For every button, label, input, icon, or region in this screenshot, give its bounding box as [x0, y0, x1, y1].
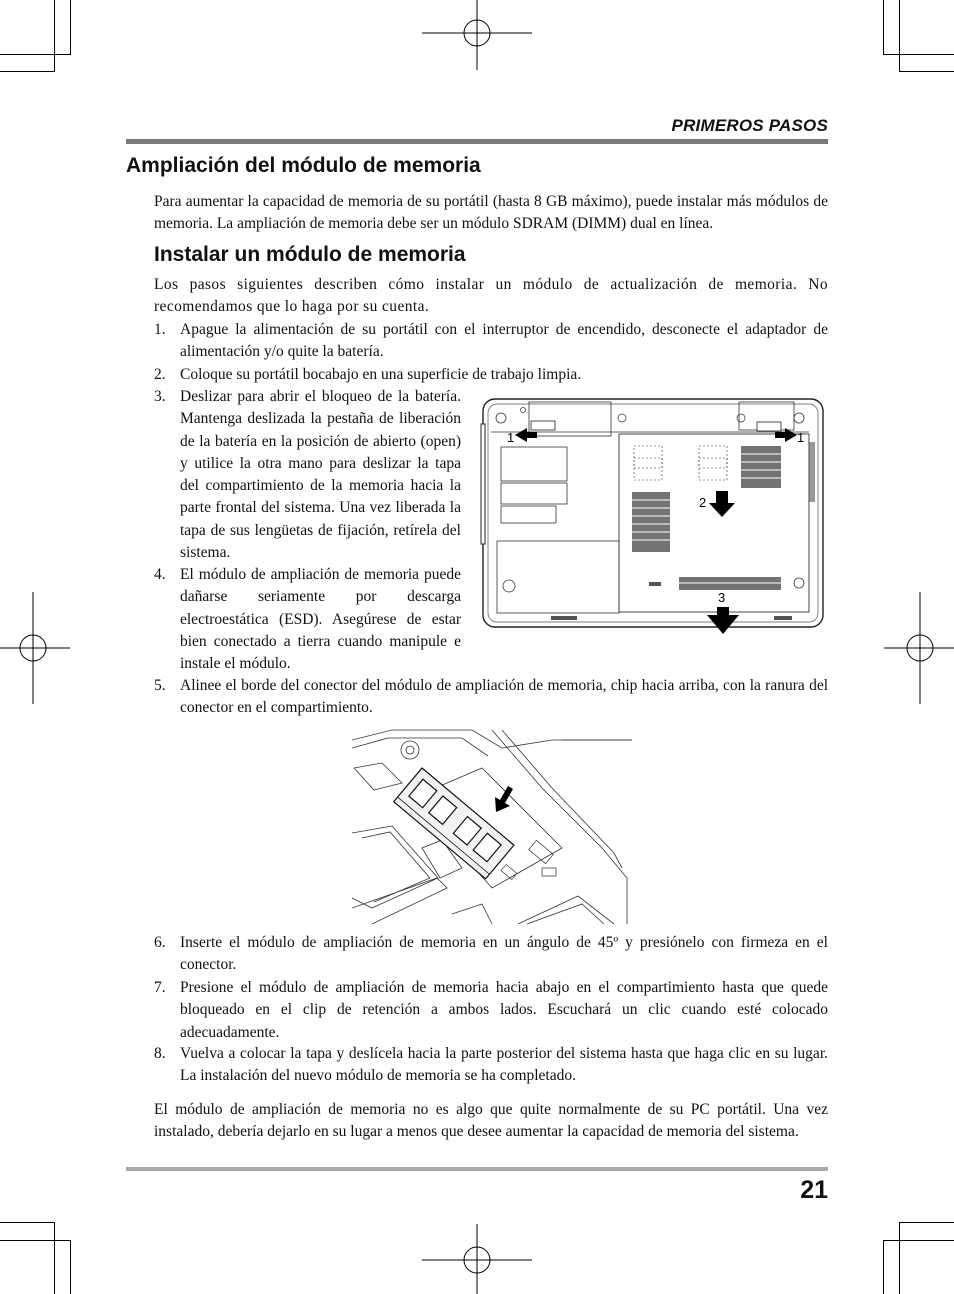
step-number: 5.: [154, 677, 166, 694]
list-item: [154, 364, 828, 387]
crop-mark: [899, 1222, 900, 1294]
footer-rule: [126, 1167, 828, 1171]
crop-mark: [899, 0, 900, 72]
step-number: 4.: [154, 566, 166, 583]
section-label: PRIMEROS PASOS: [671, 116, 828, 135]
registration-mark-top: [422, 0, 532, 70]
crop-mark: [883, 0, 884, 54]
list-item: [154, 1043, 828, 1088]
step-number: 7.: [154, 979, 166, 996]
memory-module-figure: [352, 728, 632, 926]
crop-mark: [0, 1222, 54, 1223]
crop-mark: [70, 0, 71, 54]
steps-intro-paragraph: Los pasos siguientes describen cómo instalar un módulo de actualización de memoria. No recomendamos que lo haga por su cuenta.: [154, 276, 828, 316]
crop-mark: [0, 54, 71, 55]
step-number: 3.: [154, 388, 166, 405]
step-text: El módulo de ampliación de memoria puede dañarse seriamente por descarga electroestática (ESD). Asegúrese de estar bien conectado a tierra cuando manipule e instale el módulo.: [180, 566, 461, 673]
section-title: Ampliación del módulo de memoria: [126, 154, 481, 177]
callout-label: 3: [718, 590, 726, 605]
subsection-title: Instalar un módulo de memoria: [154, 243, 466, 266]
step-number: 6.: [154, 934, 166, 951]
crop-mark: [70, 1240, 71, 1294]
list-item: [154, 932, 828, 977]
closing-paragraph: El módulo de ampliación de memoria no es algo que quite normalmente de su PC portátil. Una vez instalado, debería dejarlo en su lugar a menos que desee aumentar la capacidad de memoria del sistema.: [154, 1101, 828, 1141]
step-text: Alinee el borde del conector del módulo de ampliación de memoria, chip hacia arriba, con la ranura del conector en el compartimiento.: [180, 677, 828, 717]
crop-mark: [54, 1222, 55, 1294]
header-rule: [126, 139, 828, 144]
list-item: [154, 386, 461, 566]
step-text: Deslizar para abrir el bloqueo de la batería. Mantenga deslizada la pestaña de liberación de la batería en la posición de abierto (open) y utilice la otra mano para deslizar la tapa del compartimiento de la memoria hacia la parte frontal del sistema. Una vez liberada la tapa de sus lengüetas de fijación, retírela del sistema.: [180, 388, 461, 562]
step-text: Apague la alimentación de su portátil con el interruptor de encendido, desconecte el adaptador de alimentación y/o quite la batería.: [180, 321, 828, 361]
step-text: Coloque su portátil bocabajo en una superficie de trabajo limpia.: [180, 366, 582, 383]
crop-mark: [883, 1240, 954, 1241]
running-header: [126, 116, 828, 144]
list-item: [154, 564, 461, 676]
laptop-underside-figure: [479, 396, 829, 636]
step-text: Presione el módulo de ampliación de memoria hacia abajo en el compartimiento hasta que quede bloqueado en el clip de retención a ambos lados. Escuchará un clic cuando esté colocado adecuadamente.: [180, 979, 828, 1041]
crop-mark: [0, 1240, 71, 1241]
crop-mark: [883, 1240, 884, 1294]
registration-mark-bottom: [422, 1224, 532, 1294]
crop-mark: [899, 1222, 954, 1223]
registration-mark-left: [0, 592, 70, 704]
crop-mark: [883, 54, 954, 55]
callout-label: 1: [797, 430, 805, 445]
step-text: Vuelva a colocar la tapa y deslícela hacia la parte posterior del sistema hasta que haga clic en su lugar. La instalación del nuevo módulo de memoria se ha completado.: [180, 1045, 828, 1085]
callout-label: 1: [507, 430, 515, 445]
step-text: Inserte el módulo de ampliación de memoria en un ángulo de 45º y presiónelo con firmeza en el conector.: [180, 934, 828, 974]
crop-mark: [54, 0, 55, 72]
list-item: [154, 977, 828, 1044]
step-number: 2.: [154, 366, 166, 383]
list-item: [154, 675, 828, 720]
intro-paragraph: Para aumentar la capacidad de memoria de su portátil (hasta 8 GB máximo), puede instalar más módulos de memoria. La ampliación de memoria debe ser un módulo SDRAM (DIMM) dual en línea.: [154, 193, 828, 233]
page-number: 21: [800, 1176, 828, 1204]
step-number: 8.: [154, 1045, 166, 1062]
crop-mark: [899, 71, 954, 72]
crop-mark: [0, 71, 54, 72]
step-number: 1.: [154, 321, 166, 338]
callout-label: 2: [699, 495, 707, 510]
list-item: [154, 319, 828, 364]
registration-mark-right: [884, 592, 954, 704]
